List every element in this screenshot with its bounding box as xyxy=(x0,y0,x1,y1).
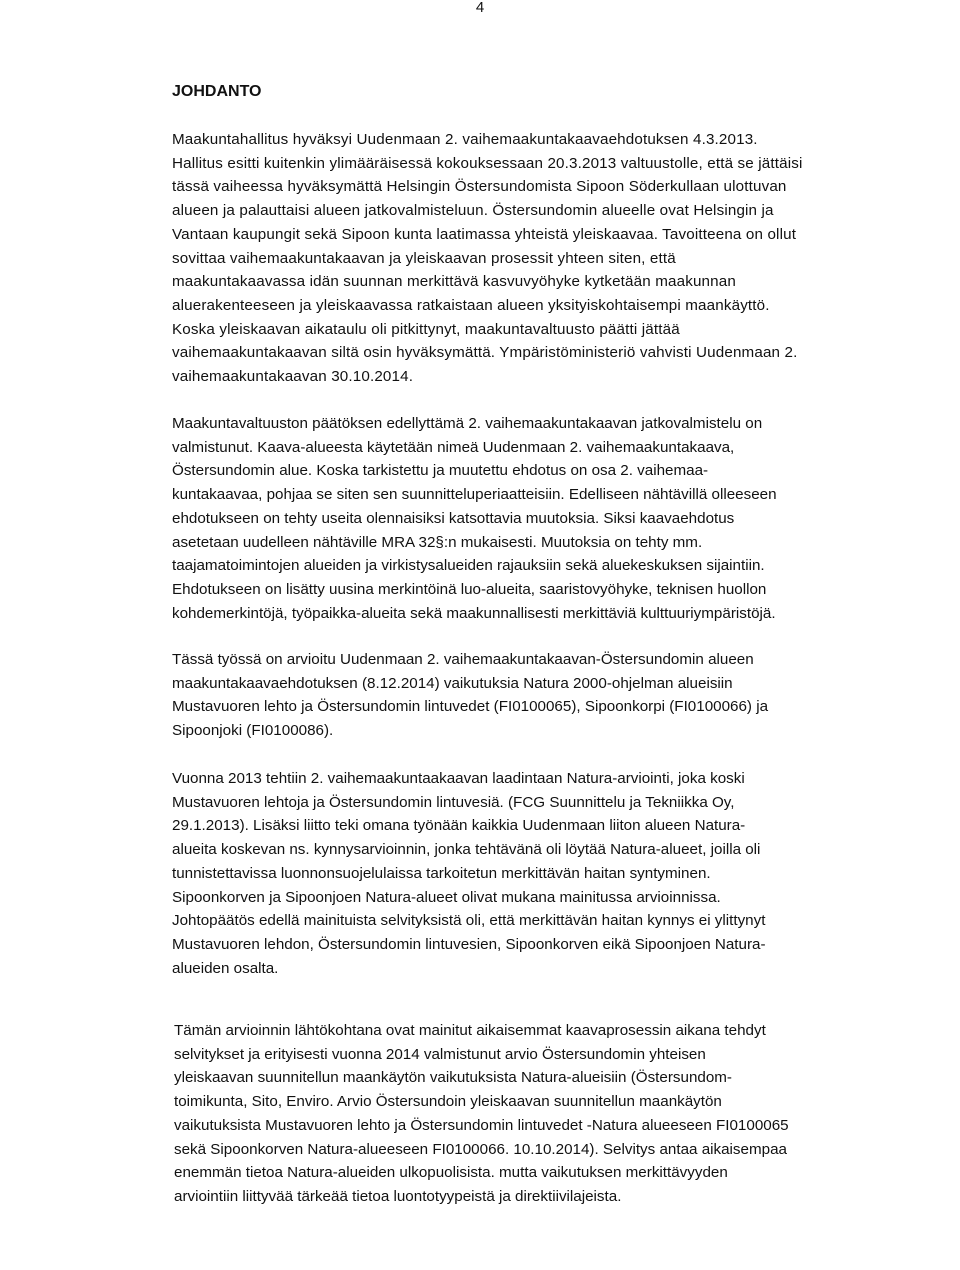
page-number: 4 xyxy=(475,0,485,16)
text-line: Mustavuoren lehtoja ja Östersundomin lintuvesiä. (FCG Suunnittelu ja Tekniikka Oy, xyxy=(172,793,735,811)
text-line: Koska yleiskaavan aikataulu oli pitkittynyt, maakuntavaltuusto päätti jättää xyxy=(172,320,680,338)
text-line: tässä vaiheessa hyväksymättä Helsingin Östersundomista Sipoon Söderkullaan ulottuvan xyxy=(172,178,787,196)
text-line: Östersundomin alue. Koska tarkistettu ja muutettu ehdotus on osa 2. vaihemaa- xyxy=(172,462,709,480)
text-line: maakuntakaavaehdotuksen (8.12.2014) vaikutuksia Natura 2000-ohjelman alueisiin xyxy=(172,674,733,692)
text-line: enemmän tietoa Natura-alueiden ulkopuolisista. mutta vaikutuksen merkittävyyden xyxy=(174,1164,728,1182)
text-line: Mustavuoren lehto ja Östersundomin lintuvedet (FI0100065), Sipoonkorpi (FI0100066) ja xyxy=(172,698,769,716)
text-line: toimikunta, Sito, Enviro. Arvio Östersundoin yleiskaavan suunnitellun maankäytön xyxy=(174,1093,722,1111)
text-line: selvitykset ja erityisesti vuonna 2014 valmistunut arvio Östersundomin yhteisen xyxy=(174,1045,706,1063)
text-line: vaikutuksista Mustavuoren lehto ja Östersundomin lintuvedet -Natura alueeseen FI0100065 xyxy=(174,1116,789,1134)
text-line: yleiskaavan suunnitellun maankäytön vaikutuksista Natura-alueisiin (Östersundom- xyxy=(174,1069,732,1087)
text-line: ehdotukseen on tehty useita olennaisiksi katsottavia muutoksia. Siksi kaavaehdotus xyxy=(172,509,735,527)
text-line: alueiden osalta. xyxy=(172,959,279,977)
text-line: maakuntakaavassa idän suunnan merkittävä kasvuvyöhyke kytketään maakunnan xyxy=(172,273,736,291)
text-line: alueen ja palauttaisi alueen jatkovalmisteluun. Östersundomin alueelle ovat Helsingin ja xyxy=(172,202,774,220)
text-line: vaihemaakuntakaavan 30.10.2014. xyxy=(172,368,414,385)
text-line: kuntakaavaa, pohjaa se siten sen suunnitteluperiaatteisiin. Edelliseen nähtävillä olleeseen xyxy=(172,486,777,504)
text-line: taajamatoimintojen alueiden ja virkistysalueiden rajauksiin sekä aluekeskuksen sijaintiin. xyxy=(172,557,765,575)
text-line: sovittaa vaihemaakuntakaavan ja yleiskaavan prosessit yhteen siten, että xyxy=(172,249,676,267)
text-line: valmistunut. Kaava-alueesta käytetään nimeä Uudenmaan 2. vaihemaakuntakaava, xyxy=(172,438,735,456)
text-line: Vuonna 2013 tehtiin 2. vaihemaakuntaakaavan laadintaan Natura-arviointi, joka koski xyxy=(172,770,745,787)
text-line: vaihemaakuntakaavan siltä osin hyväksymättä. Ympäristöministeriö vahvisti Uudenmaan 2. xyxy=(172,344,798,362)
text-line: Maakuntavaltuuston päätöksen edellyttämä 2. vaihemaakuntakaavan jatkovalmistelu on xyxy=(172,415,763,432)
text-line: tunnistettavissa luonnonsuojelulaissa tarkoitetun merkittävän haitan syntyminen. xyxy=(172,864,711,882)
text-line: Mustavuoren lehdon, Östersundomin lintuvesien, Sipoonkorven eikä Sipoonjoen Natura- xyxy=(172,935,766,953)
text-line: Johtopäätös edellä mainituista selvityksistä oli, että merkittävän haitan kynnys ei ylittynyt xyxy=(172,912,766,930)
text-line: Ehdotukseen on lisätty uusina merkintöinä luo-alueita, saaristovyöhyke, teknisen huollon xyxy=(172,580,767,598)
text-line: kohdemerkintöjä, työpaikka-alueita sekä maakunnallisesti merkittäviä kulttuuriympäristöjä. xyxy=(172,604,776,622)
text-line: asetetaan uudelleen nähtäville MRA 32§:n mukaisesti. Muutoksia on tehty mm. xyxy=(172,533,703,551)
text-line: Sipoonjoki (FI0100086). xyxy=(172,722,334,740)
text-line: Maakuntahallitus hyväksyi Uudenmaan 2. vaihemaakuntakaavaehdotuksen 4.3.2013. xyxy=(172,131,758,148)
text-line: Tässä työssä on arvioitu Uudenmaan 2. vaihemaakuntakaavan-Östersundomin alueen xyxy=(172,651,754,668)
text-line: Hallitus esitti kuitenkin ylimääräisessä kokouksessaan 20.3.2013 valtuustolle, että se jättäisi xyxy=(172,154,803,172)
text-line: Vantaan kaupungit sekä Sipoon kunta laatimassa yhteistä yleiskaavaa. Tavoitteena on ollut xyxy=(172,225,797,243)
text-line: Sipoonkorven ja Sipoonjoen Natura-alueet olivat mukana mainitussa arvioinnissa. xyxy=(172,888,721,906)
text-line: 29.1.2013). Lisäksi liitto teki omana työnään kaikkia Uudenmaan liiton alueen Natura- xyxy=(172,817,746,835)
text-line: alueita koskevan ns. kynnysarvioinnin, jonka tehtävänä oli löytää Natura-alueet, joilla oli xyxy=(172,841,761,859)
text-line: Tämän arvioinnin lähtökohtana ovat mainitut aikaisemmat kaavaprosessin aikana tehdyt xyxy=(174,1022,766,1039)
text-line: arviointiin liittyvää tärkeää tietoa luontotyypeistä ja direktiivilajeista. xyxy=(174,1187,622,1205)
text-line: sekä Sipoonkorven Natura-alueeseen FI0100066. 10.10.2014). Selvitys antaa aikaisempaa xyxy=(174,1140,787,1158)
text-line: aluerakenteeseen ja yleiskaavassa ratkaistaan alueen yksityiskohtaisempi maankäyttö. xyxy=(172,296,770,314)
section-heading: JOHDANTO xyxy=(172,83,262,100)
